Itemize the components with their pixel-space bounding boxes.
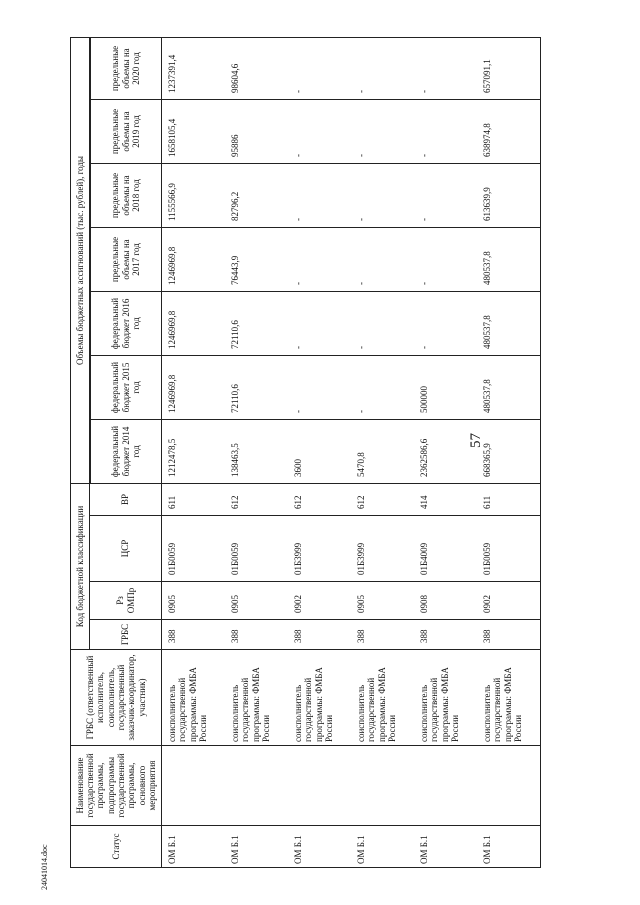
table-row [477,37,541,867]
cell-value: 657091,1 [477,37,541,99]
cell-value: - [414,163,477,227]
cell-program-name [162,746,226,826]
cell-value: - [288,163,351,227]
header-year-2015: федеральный бюджет 2015 год [91,355,162,419]
cell-value: 1246969,8 [162,227,226,291]
cell-grbs: соисполнитель государственной программы: ФМБА России [351,650,414,746]
cell-value: 613639,9 [477,163,541,227]
cell-value: 138463,5 [225,419,288,483]
cell-code-grbs: 388 [414,620,477,650]
cell-value: - [351,99,414,163]
cell-code-csr: 01Б3999 [351,516,414,582]
cell-value: 2362586,6 [414,419,477,483]
cell-value: 72110,6 [225,355,288,419]
cell-value: - [414,99,477,163]
header-grbs: ГРБС (ответственный исполнитель, соисполнитель, государственный заказчик-координатор, участник) [71,650,162,746]
cell-grbs: соисполнитель государственной программы: ФМБА России [414,650,477,746]
cell-program-name [414,746,477,826]
header-code-vr: ВР [90,483,162,515]
cell-value: - [351,355,414,419]
cell-code-grbs: 388 [225,620,288,650]
cell-value: 1246969,8 [162,291,226,355]
cell-status: ОМ Б.1 [225,826,288,868]
cell-code-vr: 612 [225,483,288,515]
cell-code-grbs: 388 [162,620,226,650]
cell-value: 5470,8 [351,419,414,483]
cell-value: 500000 [414,355,477,419]
header-volumes: Объемы бюджетных ассигнований (тыс. рублей), годы [71,37,90,483]
header-code-csr: ЦСР [90,516,162,582]
cell-code-csr: 01Б3999 [288,516,351,582]
cell-status: ОМ Б.1 [414,826,477,868]
cell-program-name [288,746,351,826]
cell-value: 72110,6 [225,291,288,355]
cell-grbs: соисполнитель государственной программы: ФМБА России [288,650,351,746]
cell-value: 1237391,4 [162,37,226,99]
cell-code-grbs: 388 [477,620,541,650]
cell-program-name [477,746,541,826]
cell-value: 76443,9 [225,227,288,291]
cell-value: 480537,8 [477,227,541,291]
cell-value: 1246969,8 [162,355,226,419]
cell-status: ОМ Б.1 [477,826,541,868]
table-row [351,37,414,867]
cell-grbs: соисполнитель государственной программы: ФМБА России [162,650,226,746]
cell-code-vr: 612 [288,483,351,515]
cell-status: ОМ Б.1 [162,826,226,868]
table-row [162,37,226,867]
header-budget-code: Код бюджетной классификации [71,483,90,649]
cell-value: 480537,8 [477,291,541,355]
cell-value: 480537,8 [477,355,541,419]
cell-value: - [414,227,477,291]
cell-code-grbs: 388 [351,620,414,650]
cell-value: - [288,355,351,419]
header-year-2016: федеральный бюджет 2016 год [91,291,162,355]
cell-code-vr: 414 [414,483,477,515]
cell-value: 1155566,9 [162,163,226,227]
cell-code-rz: 0905 [225,582,288,620]
header-year-2014: федеральный бюджет 2014 год [91,419,162,483]
header-program-name: Наименование государственной программы, подпрограммы государственной программы, основного мероприятия [71,746,162,826]
cell-value: - [288,291,351,355]
header-year-2017: предельные объемы на 2017 год [91,227,162,291]
cell-code-grbs: 388 [288,620,351,650]
cell-value: - [351,163,414,227]
cell-code-vr: 611 [162,483,226,515]
cell-code-csr: 01Б0059 [162,516,226,582]
cell-value: - [288,227,351,291]
cell-grbs: соисполнитель государственной программы: ФМБА России [477,650,541,746]
budget-table [70,37,541,868]
cell-value: - [288,37,351,99]
cell-grbs: соисполнитель государственной программы: ФМБА России [225,650,288,746]
cell-value: 668365,9 [477,419,541,483]
cell-value: 1658105,4 [162,99,226,163]
cell-code-vr: 611 [477,483,541,515]
cell-value: - [351,37,414,99]
header-status: Статус [71,826,162,868]
header-year-2020: предельные объемы на 2020 год [91,37,162,99]
header-code-grbs: ГРБС [90,620,162,650]
cell-value: - [414,291,477,355]
cell-program-name [351,746,414,826]
cell-program-name [225,746,288,826]
header-year-2019: предельные объемы на 2019 год [91,99,162,163]
header-code-rz: Рз ОМПр [90,582,162,620]
table-row [414,37,477,867]
footer-filename: 24041014.doc [40,844,49,890]
cell-status: ОМ Б.1 [288,826,351,868]
cell-code-rz: 0905 [162,582,226,620]
cell-value: 82796,2 [225,163,288,227]
cell-value: 3600 [288,419,351,483]
cell-value: - [288,99,351,163]
cell-code-csr: 01Б0059 [477,516,541,582]
cell-value: - [351,291,414,355]
cell-value: 98604,6 [225,37,288,99]
cell-code-rz: 0902 [288,582,351,620]
table-row [225,37,288,867]
cell-value: - [351,227,414,291]
cell-code-rz: 0908 [414,582,477,620]
rotated-table-container [70,38,524,868]
cell-code-vr: 612 [351,483,414,515]
cell-code-csr: 01Б4009 [414,516,477,582]
cell-value: - [414,37,477,99]
table-row [288,37,351,867]
cell-code-rz: 0905 [351,582,414,620]
cell-status: ОМ Б.1 [351,826,414,868]
header-year-2018: предельные объемы на 2018 год [91,163,162,227]
cell-value: 638974,8 [477,99,541,163]
cell-value: 95886 [225,99,288,163]
page-number: 57 [468,433,484,448]
cell-code-csr: 01Б0059 [225,516,288,582]
cell-code-rz: 0902 [477,582,541,620]
cell-value: 1212478,5 [162,419,226,483]
